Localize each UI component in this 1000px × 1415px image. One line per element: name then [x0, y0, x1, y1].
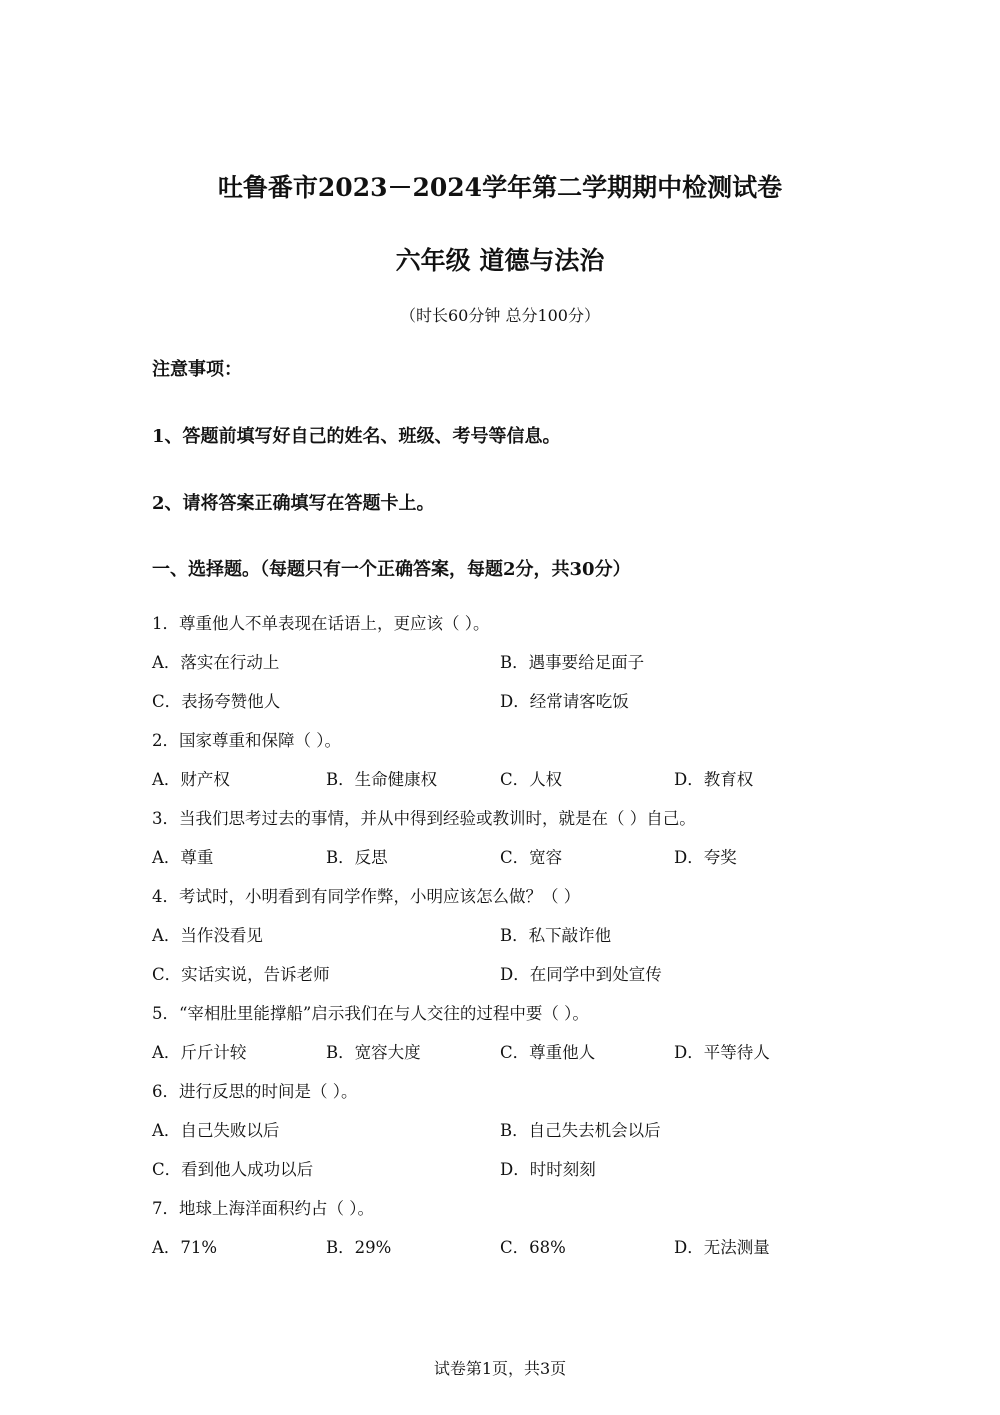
option-d: D．无法测量 [674, 1238, 770, 1257]
option-c: C．表扬夸赞他人 [152, 692, 281, 711]
option-b: B．自己失去机会以后 [500, 1121, 661, 1140]
option-c: C．宽容 [500, 848, 563, 867]
question-stem: 4．考试时，小明看到有同学作弊，小明应该怎么做？（ ） [152, 887, 581, 906]
option-b: B．29% [326, 1238, 392, 1257]
option-a: A．尊重 [152, 848, 214, 867]
exam-title: 吐鲁番市2023－2024学年第二学期期中检测试卷 [217, 173, 783, 202]
page-footer: 试卷第1页，共3页 [433, 1359, 567, 1378]
section-heading: 一、选择题。（每题只有一个正确答案，每题2分，共30分） [152, 559, 631, 580]
option-c: C．尊重他人 [500, 1043, 596, 1062]
option-b: B．宽容大度 [326, 1043, 421, 1062]
option-c: C．68% [500, 1238, 566, 1257]
option-c: C．人权 [500, 770, 563, 789]
question-stem: 2．国家尊重和保障（ ）。 [152, 731, 341, 750]
option-b: B．生命健康权 [326, 770, 438, 789]
option-d: D．平等待人 [674, 1043, 770, 1062]
option-c: C．看到他人成功以后 [152, 1160, 314, 1179]
question-stem: 3．当我们思考过去的事情，并从中得到经验或教训时，就是在（ ）自己。 [152, 809, 696, 828]
note-item: 1、答题前填写好自己的姓名、班级、考号等信息。 [152, 426, 561, 447]
option-d: D．在同学中到处宣传 [500, 965, 662, 984]
option-c: C．实话实说，告诉老师 [152, 965, 330, 984]
question-stem: 6．进行反思的时间是（ ）。 [152, 1082, 358, 1101]
question-stem: 5．“宰相肚里能撑船”启示我们在与人交往的过程中要（ ）。 [152, 1004, 589, 1023]
option-d: D．时时刻刻 [500, 1160, 596, 1179]
question-stem: 1．尊重他人不单表现在话语上，更应该（ ）。 [152, 614, 490, 633]
question-stem: 7．地球上海洋面积约占（ ）。 [152, 1199, 374, 1218]
option-d: D．教育权 [674, 770, 754, 789]
option-a: A．当作没看见 [152, 926, 263, 945]
option-b: B．遇事要给足面子 [500, 653, 645, 672]
option-a: A．财产权 [152, 770, 230, 789]
option-b: B．私下敲诈他 [500, 926, 612, 945]
option-b: B．反思 [326, 848, 388, 867]
option-d: D．夸奖 [674, 848, 737, 867]
exam-duration: （时长60分钟 总分100分） [400, 306, 600, 325]
notes-heading: 注意事项： [152, 359, 242, 380]
note-item: 2、请将答案正确填写在答题卡上。 [152, 493, 435, 514]
exam-subtitle: 六年级 道德与法治 [395, 246, 605, 275]
option-a: A．斤斤计较 [152, 1043, 247, 1062]
option-a: A．71% [152, 1238, 218, 1257]
option-a: A．落实在行动上 [152, 653, 280, 672]
option-a: A．自己失败以后 [152, 1121, 280, 1140]
option-d: D．经常请客吃饭 [500, 692, 629, 711]
